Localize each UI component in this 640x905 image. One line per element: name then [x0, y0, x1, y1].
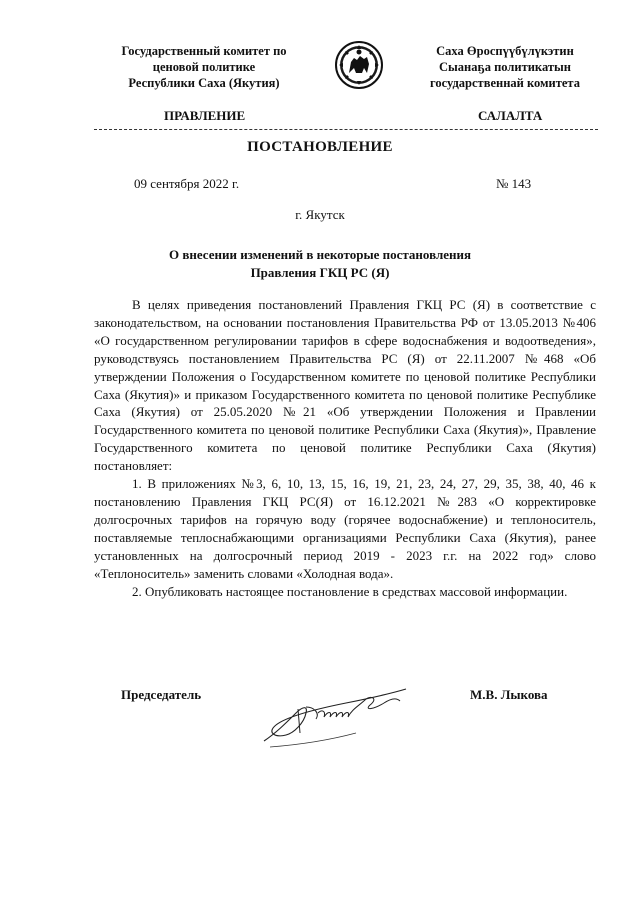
subject-line-2: Правления ГКЦ РС (Я): [250, 265, 390, 280]
header-left-line-2: ценовой политике: [152, 60, 256, 74]
document-city: г. Якутск: [295, 207, 345, 222]
header-left-org: [98, 43, 310, 91]
document-number: № 143: [496, 176, 532, 191]
document-subject: [0, 246, 640, 282]
header-right-line-1: Саха Өроспүүбүлүкэтин: [436, 44, 574, 58]
board-label-sakha: САЛАЛТА: [478, 108, 543, 123]
document-type-title: ПОСТАНОВЛЕНИЕ: [247, 139, 393, 155]
body-paragraph-item-1: 1. В приложениях №3, 6, 10, 13, 15, 16, 19, 21, 23, 24, 27, 29, 35, 38, 40, 46 к постановлению Правления ГКЦ РС(Я) от 16.12.2021 №283 «О корректировке долгосрочных тарифов на горячую воду (горячее водоснабжение) и теплоноситель, поставляемые теплоснабжающими организациями Республики Саха (Якутия), ранее установленных на долгосрочный период 2019 - 2023 г.г. на 2022 год» слово «Теплоноситель» заменить словами «Холодная вода».: [94, 476, 596, 581]
board-label-ru: ПРАВЛЕНИЕ: [164, 108, 246, 123]
coat-of-arms-emblem-icon: [334, 40, 384, 90]
document-date: 09 сентября 2022 г.: [134, 176, 240, 191]
document-body: [94, 296, 596, 600]
header-left-line-1: Государственный комитет по: [121, 44, 287, 58]
header-divider: [94, 129, 598, 130]
body-paragraph-item-2: 2. Опубликовать настоящее постановление в средствах массовой информации.: [132, 583, 568, 599]
header-left-line-3: Республики Саха (Якутия): [128, 76, 280, 90]
signatory-role: Председатель: [121, 687, 202, 702]
header-right-org: [398, 43, 612, 91]
subject-line-1: О внесении изменений в некоторые постановления: [168, 247, 472, 262]
header-right-line-3: государственнай комитета: [430, 76, 580, 90]
body-paragraph-preamble: В целях приведения постановлений Правления ГКЦ РС (Я) в соответствие с законодательством, на основании постановления Правительства РФ от 13.05.2013 №406 «О государственном регулировании тарифов в сфере водоснабжения и водоотведения», руководствуясь постановлением Правительства РС (Я) от 22.11.2007 №468 «Об утверждении Положения о Государственном комитете по ценовой политике Республики Саха (Якутия)» и приказом Государственного комитета по ценовой политике Республике Саха (Якутия) от 25.05.2020 №21 «Об утверждении Положения и Правлении Государственного комитета по ценовой политике Республики Саха (Якутия)», Правление Государственного комитета по ценовой политике Республики Саха (Якутия) постановляет:: [94, 297, 596, 474]
signatory-name: М.В. Лыкова: [470, 687, 548, 702]
handwritten-signature-icon: [256, 683, 416, 753]
header-right-line-2: Сыанаҕа политикатын: [439, 60, 571, 74]
